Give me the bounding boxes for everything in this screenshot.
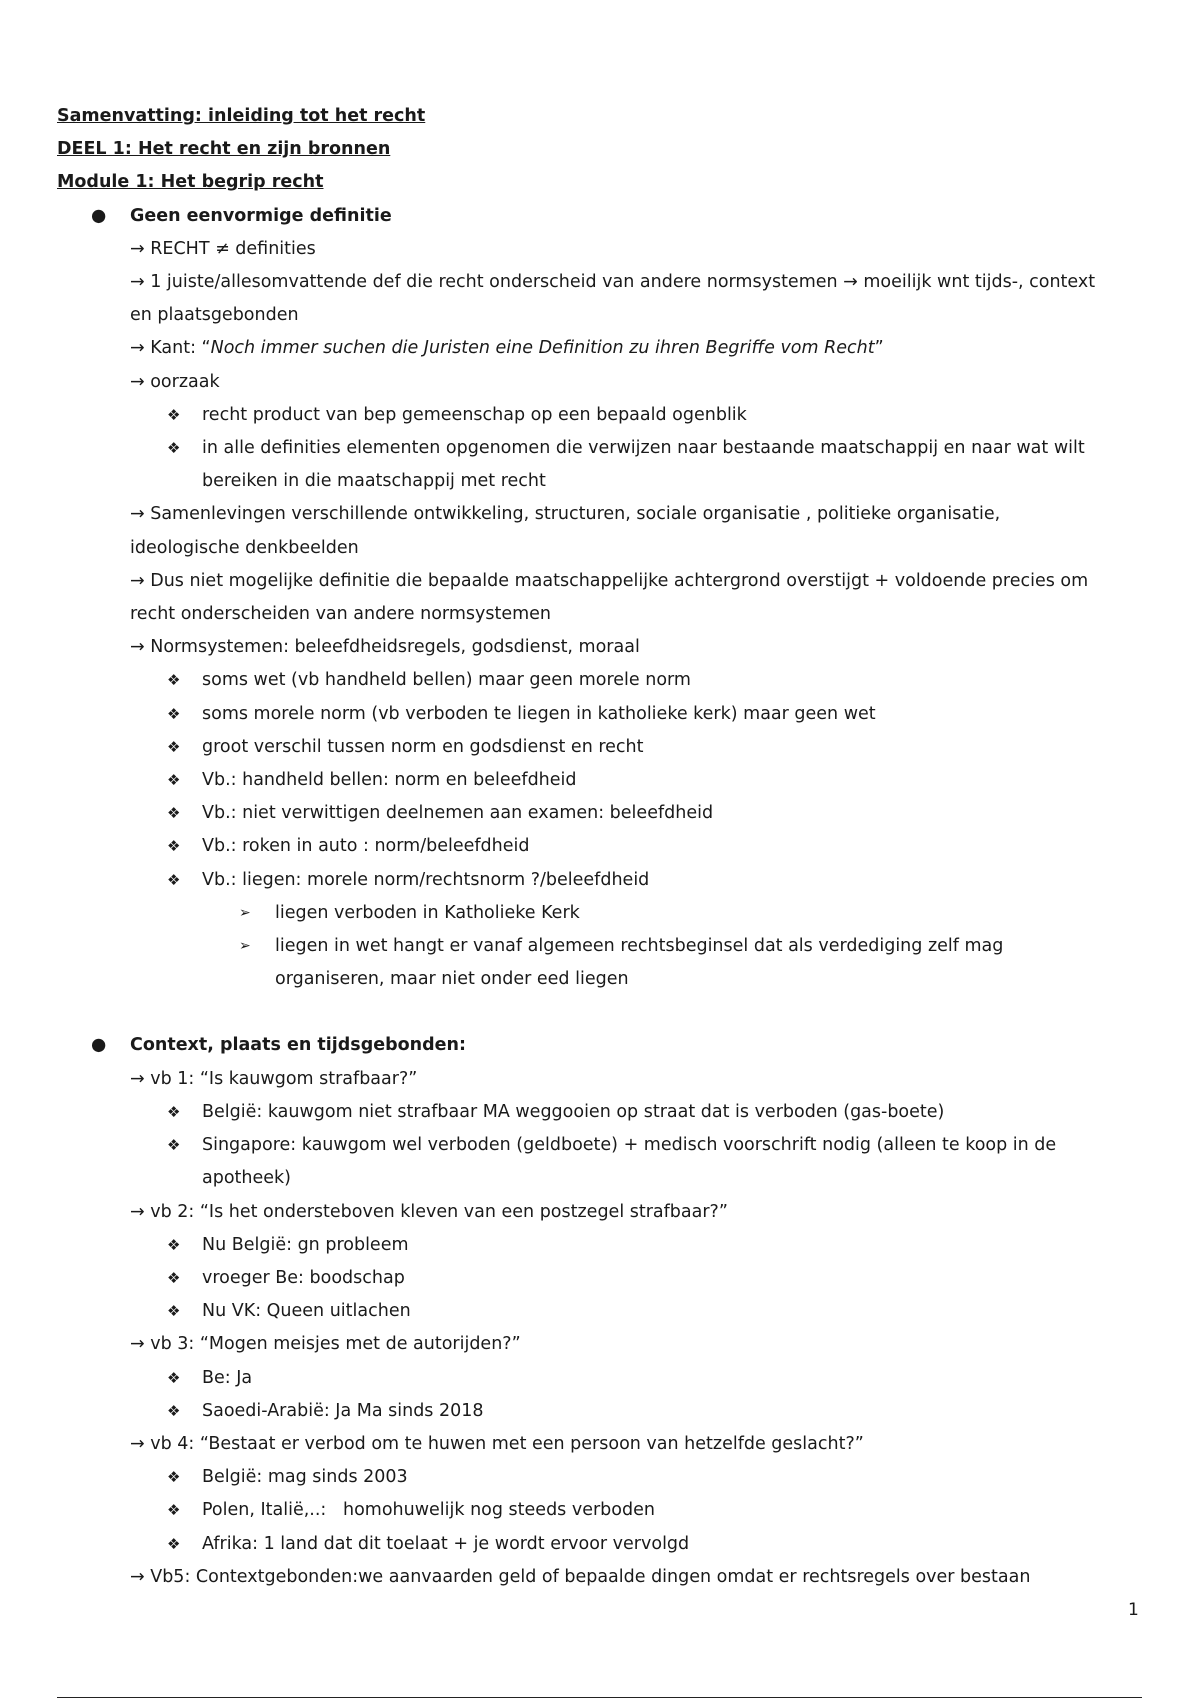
item-text: Nu België: gn probleem [202,1234,409,1255]
sub-bullet-item [57,1528,1147,1561]
item-text: Vb.: niet verwittigen deelnemen aan examen: beleefdheid [202,803,714,824]
arrow-line: → vb 2: “Is het ondersteboven kleven van een postzegel strafbaar?” [130,1201,728,1222]
item-text: Be: Ja [202,1367,253,1388]
module-heading: Module 1: Het begrip recht [57,172,324,193]
sub-sub-bullet-item [57,897,1147,930]
sub-bullet-item [57,664,1147,697]
arrow-line: → Samenlevingen verschillende ontwikkeling, structuren, sociale organisatie , politieke organisatie, [130,504,1001,525]
sub-bullet-item [57,432,1147,465]
continuation-line: recht onderscheiden van andere normsystemen [130,604,551,625]
arrow-bullet: ➢ [239,904,251,921]
spacer [57,996,1147,1029]
document-content [57,100,1147,1594]
continuation-line: ideologische denkbeelden [130,537,359,558]
section-heading [57,1029,1147,1062]
item-text: soms morele norm (vb verboden te liegen in katholieke kerk) maar geen wet [202,703,876,724]
sub-bullet-item [57,1229,1147,1262]
diamond-bullet: ❖ [167,405,181,424]
item-text: liegen verboden in Katholieke Kerk [275,902,580,923]
arrow-line [57,332,1147,365]
sub-bullet-item [57,830,1147,863]
item-text: groot verschil tussen norm en godsdienst en recht [202,736,644,757]
sub-bullet-item [57,1096,1147,1129]
diamond-bullet: ❖ [167,1534,181,1553]
sub-bullet-item [57,698,1147,731]
item-text: Vb.: handheld bellen: norm en beleefdheid [202,770,577,791]
arrow-bullet: ➢ [239,938,251,955]
section-heading [57,200,1147,233]
sub-bullet-item [57,1295,1147,1328]
arrow-line: → 1 juiste/allesomvattende def die recht onderscheid van andere normsystemen → moeilijk wnt tijds-, context [130,272,1096,293]
sub-bullet-item [57,731,1147,764]
round-bullet: ● [91,205,107,226]
sub-bullet-item [57,764,1147,797]
sub-bullet-item [57,1395,1147,1428]
diamond-bullet: ❖ [167,1501,181,1520]
arrow-line: → vb 4: “Bestaat er verbod om te huwen met een persoon van hetzelfde geslacht?” [130,1433,864,1454]
sub-sub-bullet-item [57,930,1147,963]
item-text: Vb.: liegen: morele norm/rechtsnorm ?/beleefdheid [202,869,650,890]
sub-bullet-item [57,399,1147,432]
kant-quote: Noch immer suchen die Juristen eine Definition zu ihren Begriffe vom Recht [210,338,875,359]
sub-bullet-item [57,1461,1147,1494]
diamond-bullet: ❖ [167,1235,181,1254]
item-text: vroeger Be: boodschap [202,1267,405,1288]
item-text: Singapore: kauwgom wel verboden (geldboete) + medisch voorschrift nodig (alleen te koop in de [202,1135,1057,1156]
quote-suffix: ” [874,338,884,359]
continuation-line: bereiken in die maatschappij met recht [202,471,546,492]
diamond-bullet: ❖ [167,837,181,856]
diamond-bullet: ❖ [167,671,181,690]
item-text: Nu VK: Queen uitlachen [202,1301,411,1322]
continuation-line: apotheek) [202,1168,291,1189]
sub-bullet-item [57,797,1147,830]
diamond-bullet: ❖ [167,1102,181,1121]
diamond-bullet: ❖ [167,870,181,889]
item-text: Afrika: 1 land dat dit toelaat + je wordt ervoor vervolgd [202,1533,690,1554]
arrow-line: → vb 3: “Mogen meisjes met de autorijden?” [130,1334,521,1355]
part-heading: DEEL 1: Het recht en zijn bronnen [57,139,391,160]
arrow-line: → RECHT ≠ definities [130,238,316,259]
diamond-bullet: ❖ [167,1268,181,1287]
item-text: Vb.: roken in auto : norm/beleefdheid [202,836,530,857]
item-text: in alle definities elementen opgenomen die verwijzen naar bestaande maatschappij en naar wat wilt [202,438,1085,459]
sub-bullet-item [57,1494,1147,1527]
diamond-bullet: ❖ [167,439,181,458]
diamond-bullet: ❖ [167,1401,181,1420]
arrow-line: → Vb5: Contextgebonden:we aanvaarden geld of bepaalde dingen omdat er rechtsregels over bestaan [130,1566,1031,1587]
diamond-bullet: ❖ [167,1136,181,1155]
sub-bullet-item [57,1129,1147,1162]
continuation-line: organiseren, maar niet onder eed liegen [275,969,629,990]
diamond-bullet: ❖ [167,1302,181,1321]
item-text: liegen in wet hangt er vanaf algemeen rechtsbeginsel dat als verdediging zelf mag [275,936,1004,957]
arrow-line: → Normsystemen: beleefdheidsregels, godsdienst, moraal [130,637,640,658]
diamond-bullet: ❖ [167,1368,181,1387]
sub-bullet-item [57,864,1147,897]
arrow-line: → oorzaak [130,371,220,392]
arrow-line: → Dus niet mogelijke definitie die bepaalde maatschappelijke achtergrond overstijgt + voldoende precies om [130,570,1089,591]
document-title: Samenvatting: inleiding tot het recht [57,106,426,126]
item-text: soms wet (vb handheld bellen) maar geen morele norm [202,670,691,691]
item-text: recht product van bep gemeenschap op een bepaald ogenblik [202,404,747,425]
diamond-bullet: ❖ [167,737,181,756]
item-text: Polen, Italië,..: homohuwelijk nog steeds verboden [202,1500,655,1521]
diamond-bullet: ❖ [167,771,181,790]
diamond-bullet: ❖ [167,1468,181,1487]
round-bullet: ● [91,1035,107,1056]
arrow-line: → vb 1: “Is kauwgom strafbaar?” [130,1068,418,1089]
footer-divider [57,1697,1142,1698]
item-text: Saoedi-Arabië: Ja Ma sinds 2018 [202,1400,484,1421]
sub-bullet-item [57,1262,1147,1295]
sub-bullet-item [57,1362,1147,1395]
continuation-line: en plaatsgebonden [130,305,299,326]
diamond-bullet: ❖ [167,704,181,723]
page-number: 1 [1128,1600,1139,1620]
item-text: België: kauwgom niet strafbaar MA weggooien op straat dat is verboden (gas-boete) [202,1101,945,1122]
quote-prefix: → Kant: “ [130,338,211,359]
diamond-bullet: ❖ [167,804,181,823]
section-title: Context, plaats en tijdsgebonden: [130,1035,466,1056]
item-text: België: mag sinds 2003 [202,1467,408,1488]
section-title: Geen eenvormige definitie [130,205,392,226]
